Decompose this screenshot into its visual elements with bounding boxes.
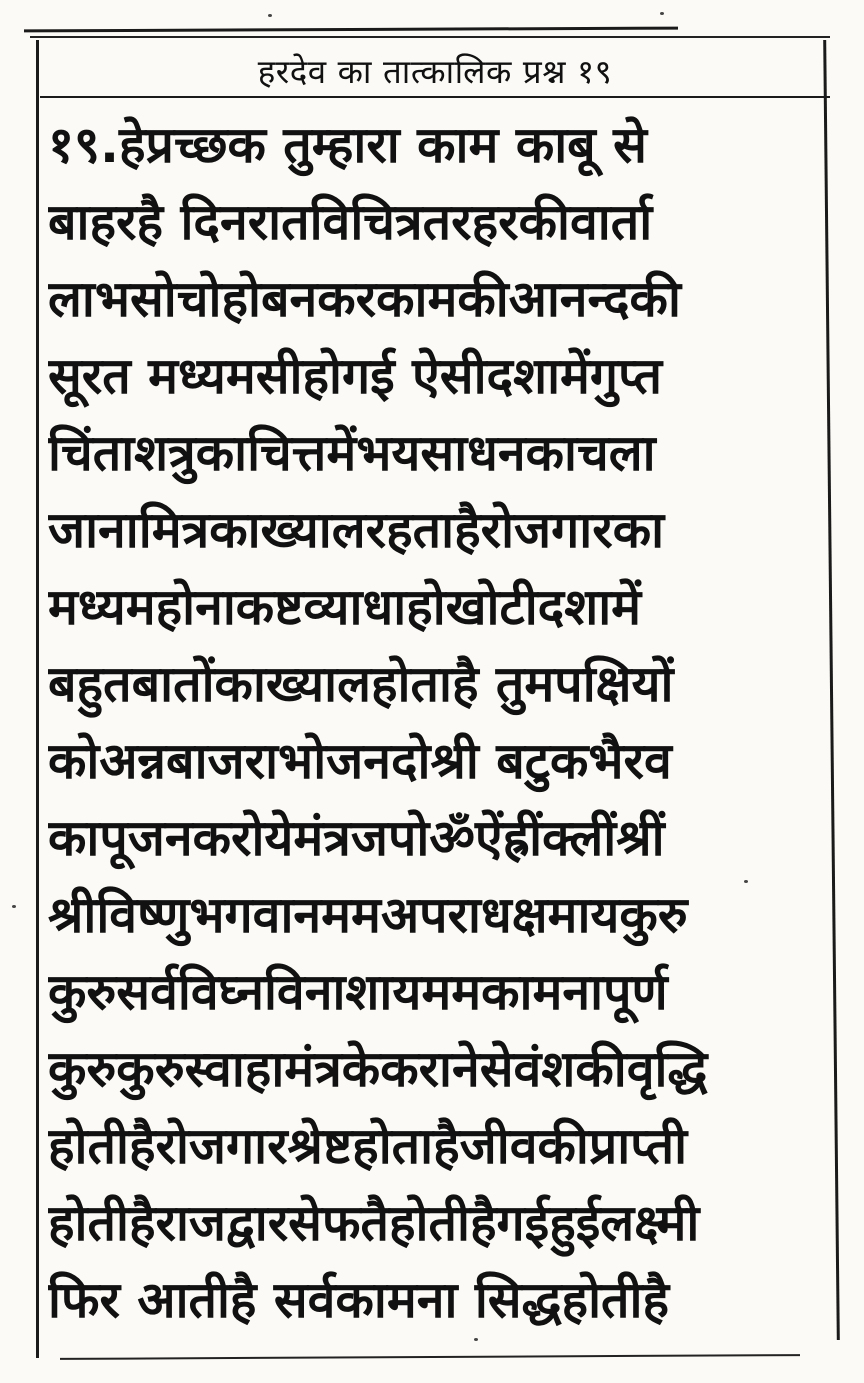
page-title: हरदेव का तात्कालिक प्रश्न १९ bbox=[257, 51, 613, 91]
text-line: श्रीविष्णुभगवानममअपराधक्षमायकुरु bbox=[48, 886, 688, 944]
text-line: कुरुकुरुस्वाहामंत्रकेकरानेसेवंशकीवृद्धि bbox=[48, 1040, 708, 1098]
top-inner-rule bbox=[30, 36, 830, 38]
text-line: लाभसोचोहोबनकरकामकीआनन्दकी bbox=[48, 270, 681, 328]
text-line: मध्यमहोनाकष्टव्याधाहोखोटीदशामें bbox=[48, 578, 642, 636]
print-speck bbox=[660, 12, 664, 15]
body-paragraph bbox=[48, 110, 818, 1350]
text-line: सूरत मध्यमसीहोगई ऐसीदशामेंगुप्त bbox=[48, 347, 662, 405]
text-line: होतीहैरोजगारश्रेष्टहोताहैजीवकीप्राप्ती bbox=[48, 1117, 688, 1175]
print-speck bbox=[474, 1338, 478, 1341]
text-line: कोअन्नबाजराभोजनदोश्री बटुकभैरव bbox=[48, 732, 672, 790]
left-border-rule bbox=[36, 40, 39, 1358]
text-line: कापूजनकरोयेमंत्रजपोॐऐंह्रींक्लींश्रीं bbox=[48, 809, 665, 867]
text-line: जानामित्रकाख्यालरहताहैरोजगारका bbox=[48, 501, 665, 559]
header-divider bbox=[40, 96, 830, 98]
right-border-rule bbox=[823, 40, 840, 1340]
text-line: १९.हेप्रच्छक तुम्हारा काम काबू से bbox=[48, 116, 647, 174]
print-speck bbox=[12, 905, 16, 908]
top-border-rule bbox=[24, 27, 678, 33]
text-line: फिर आतीहै सर्वकामना सिद्धहोतीहै bbox=[48, 1271, 670, 1329]
print-speck bbox=[744, 880, 748, 883]
text-line: चिंताशत्रुकाचित्तमेंभयसाधनकाचला bbox=[48, 424, 656, 482]
bottom-border-rule bbox=[60, 1354, 800, 1360]
print-speck bbox=[268, 14, 272, 17]
text-line: कुरुसर्वविघ्नविनाशायममकामनापूर्ण bbox=[48, 963, 668, 1021]
text-line: बहुतबातोंकाख्यालहोताहै तुमपक्षियों bbox=[48, 655, 674, 713]
text-line: होतीहैराजद्वारसेफतैहोतीहैगईहुईलक्ष्मी bbox=[48, 1194, 700, 1252]
text-line: बाहरहै दिनरातविचित्रतरहरकीवार्ता bbox=[48, 193, 653, 251]
